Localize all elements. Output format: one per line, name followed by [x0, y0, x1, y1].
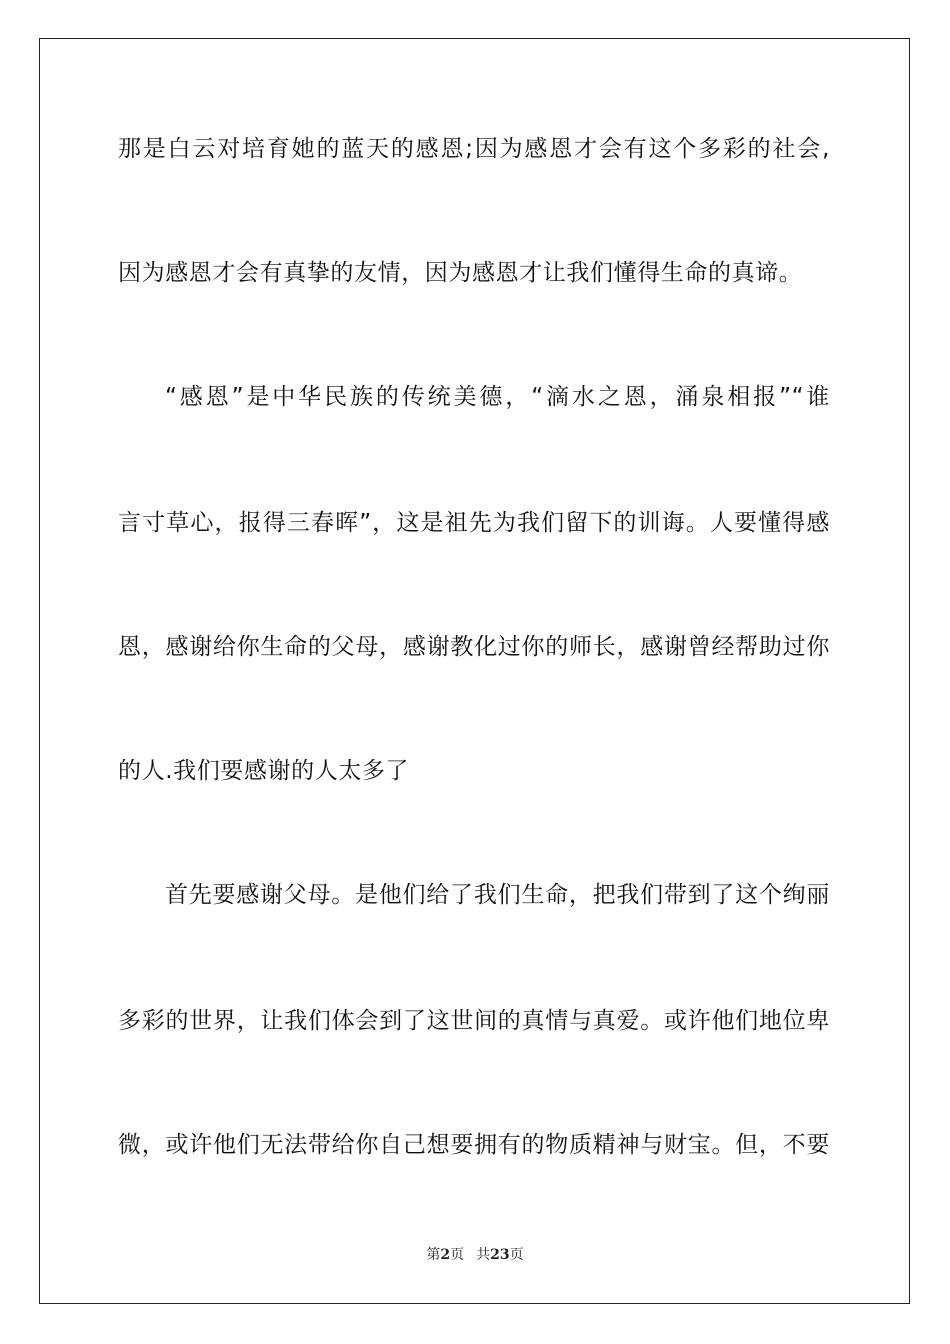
text-line-1: 那是白云对培育她的蓝天的感恩;因为感恩才会有这个多彩的社会, — [118, 136, 830, 162]
footer-total-suffix: 页 — [509, 1247, 524, 1263]
text-line-4: 言寸草心，报得三春晖”，这是祖先为我们留下的训诲。人要懂得感 — [118, 510, 830, 536]
page-border — [39, 38, 910, 1304]
footer-page-prefix: 第 — [426, 1247, 441, 1263]
text-line-3: “感恩”是中华民族的传统美德，“滴水之恩，涌泉相报”“谁 — [165, 384, 830, 410]
footer-total-pages: 23 — [490, 1247, 510, 1263]
text-line-2: 因为感恩才会有真挚的友情，因为感恩才让我们懂得生命的真谛。 — [118, 260, 803, 286]
footer-total-prefix: 共 — [476, 1247, 491, 1263]
page-footer — [0, 1246, 950, 1264]
text-line-7: 首先要感谢父母。是他们给了我们生命，把我们带到了这个绚丽 — [165, 882, 830, 908]
text-line-5: 恩，感谢给你生命的父母，感谢教化过你的师长，感谢曾经帮助过你 — [118, 634, 830, 660]
text-line-9: 微，或许他们无法带给你自己想要拥有的物质精神与财宝。但，不要 — [118, 1132, 830, 1158]
footer-page-number: 2 — [440, 1247, 451, 1263]
text-line-8: 多彩的世界，让我们体会到了这世间的真情与真爱。或许他们地位卑 — [118, 1008, 830, 1034]
text-line-6: 的人.我们要感谢的人太多了 — [118, 758, 410, 784]
footer-page-suffix: 页 — [450, 1247, 465, 1263]
